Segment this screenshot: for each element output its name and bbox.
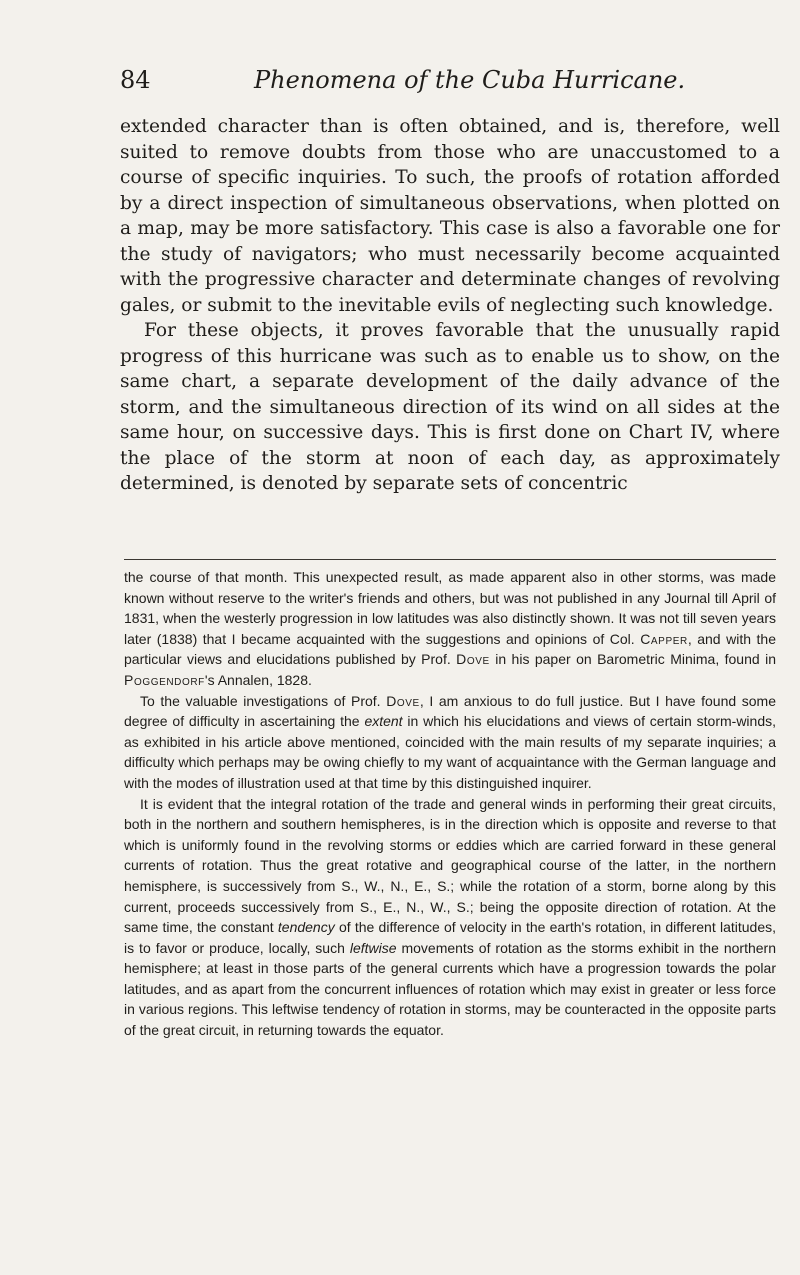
emphasis-leftwise: leftwise bbox=[349, 939, 397, 956]
emphasis-tendency: tendency bbox=[277, 919, 335, 936]
footnote-paragraph-1: the course of that month. This unexpected result, as made apparent also in other storms, was made known without reserve to the writer's friends and others, but was not published in any Journal till April of 1831, when the westerly progression in low latitudes was also distinctly shown. It was not till seven years later (1838) that I became acquainted with the suggestions and opinions of Col. Capper, and with the particular views and elucidations published by Prof. Dove in his paper on Barometric Minima, found in Poggendorf's Annalen, 1828. bbox=[124, 569, 776, 688]
name-capper: Capper bbox=[640, 630, 688, 647]
footnote-divider bbox=[124, 559, 776, 560]
emphasis-extent: extent bbox=[364, 713, 403, 730]
footnote bbox=[124, 567, 776, 1041]
main-paragraph-2: For these objects, it proves favorable that the unusually rapid progress of this hurricane was such as to enable us to show, on the same chart, a separate development of the daily advance of the storm, and the simultaneous direction of its wind on all sides at the same hour, on successive days. This is first done on Chart IV, where the place of the storm at noon of each day, as approximately determined, is denoted by separate sets of concentric bbox=[120, 320, 780, 494]
footnote-paragraph-2: To the valuable investigations of Prof. Dove, I am anxious to do full justice. But I have found some degree of difficulty in ascertaining the extent in which his elucidations and views of certain storm-winds, as exhibited in his article above mentioned, coincided with the main results of my separate inquiries; a difficulty which perhaps may be owing chiefly to my want of acquaintance with the German language and with the modes of illustration used at that time by this distinguished inquirer. bbox=[124, 692, 776, 791]
name-dove: Dove bbox=[456, 651, 490, 668]
main-paragraph-1: extended character than is often obtained, and is, therefore, well suited to remove doubts from those who are unaccustomed to a course of specific inquiries. To such, the proofs of rotation afforded by a direct inspection of simultaneous observations, when plotted on a map, may be more satisfactory. This case is also a favorable one for the study of navigators; who must necessarily become acquainted with the progressive character and determinate changes of revolving gales, or submit to the inevitable evils of neglecting such knowledge. bbox=[120, 116, 780, 316]
name-poggendorf: Poggendorf bbox=[124, 671, 205, 688]
footnote-paragraph-3: It is evident that the integral rotation of the trade and general winds in performing their great circuits, both in the northern and southern hemispheres, is in the direction which is opposite and reverse to that which is uniformly found in the revolving storms or eddies which are carried forward in these general currents of rotation. Thus the great rotative and geographical course of the latter, in the northern hemisphere, is successively from S., W., N., E., S.; while the rotation of a storm, borne along by this current, proceeds successively from S., E., N., W., S.; being the opposite direction of rotation. At the same time, the constant tendency of the difference of velocity in the earth's rotation, in different latitudes, is to favor or produce, locally, such leftwise movements of rotation as the storms exhibit in the northern hemisphere; at least in those parts of the general currents which have a progression towards the polar latitudes, and as apart from the concurrent influences of rotation which may exist in greater or less force in various regions. This leftwise tendency of rotation in storms, may be counteracted in the opposite parts of the great circuit, in returning towards the equator. bbox=[124, 795, 776, 1039]
running-title: Phenomena of the Cuba Hurricane. bbox=[254, 66, 686, 94]
main-text bbox=[120, 114, 780, 497]
name-dove: Dove bbox=[386, 692, 420, 709]
page-header bbox=[120, 66, 800, 100]
page-number: 84 bbox=[120, 66, 151, 94]
